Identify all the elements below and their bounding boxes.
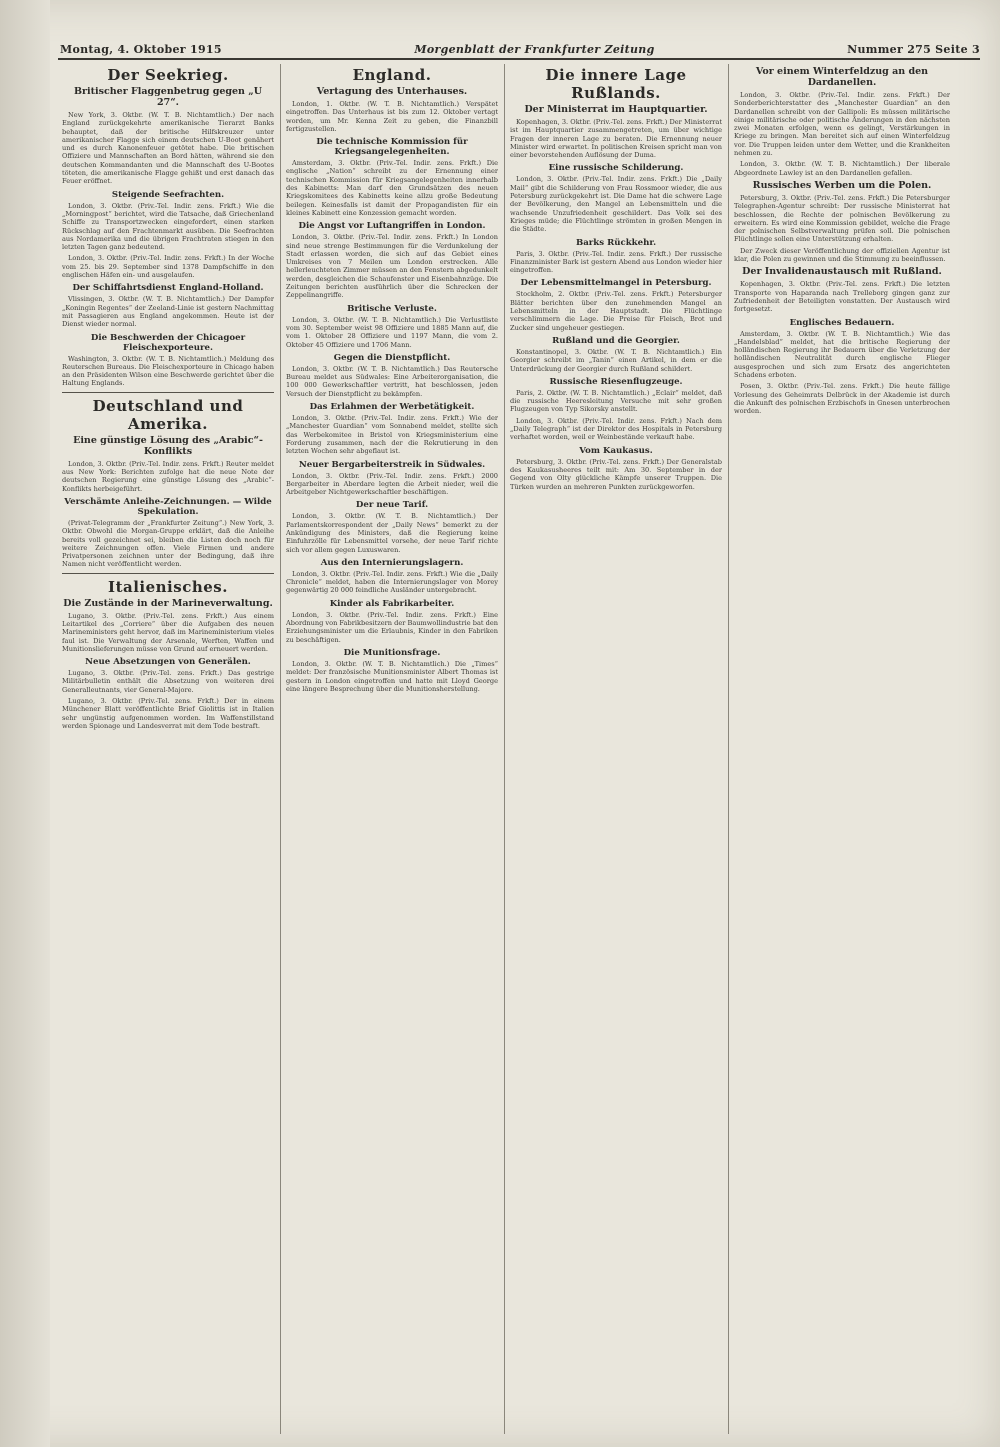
article-heading: Neue Absetzungen von Generälen. <box>85 657 251 668</box>
article-heading: Britischer Flaggenbetrug gegen „U 27“. <box>73 86 263 108</box>
page-edge <box>0 0 50 1447</box>
article-heading: Steigende Seefrachten. <box>111 189 225 200</box>
article-heading: Gegen die Dienstpflicht. <box>333 352 451 363</box>
article-text: Washington, 3. Oktbr. (W. T. B. Nichtamtlich.) Meldung des Reuterschen Bureaus. Die Fleischexporteure in Chicago haben an den Präsidenten Wilson eine Beschwerde gerichtet über die Haltung Englands. <box>62 354 274 388</box>
masthead-paper-name: Morgenblatt der Frankfurter Zeitung <box>414 42 655 56</box>
article-text: London, 3. Oktbr. (Priv.-Tel. Indir. zens. Frkft.) Die „Daily Mail“ gibt die Schilderung von Frau Rossmoor wieder, die aus Petersburg zurückgekehrt ist. Die Dame hat die schwere Lage der Bevölkerung, den Mangel an Lebensmitteln und die wachsende Unzufriedenheit geschildert. Das Volk sei des Krieges müde; die Flüchtlinge strömten in großen Mengen in die Städte. <box>510 175 722 234</box>
article-heading: Die Zustände in der Marineverwaltung. <box>63 597 273 609</box>
article-text: Lugano, 3. Oktbr. (Priv.-Tel. zens. Frkft.) Das gestrige Militärbulletin enthält die Absetzung von weiteren drei Generalleutnants, vier General-Majore. <box>62 669 274 694</box>
article-heading: Vertagung des Unterhauses. <box>316 86 468 97</box>
article-heading: Der Schiffahrtsdienst England-Holland. <box>72 283 264 294</box>
article-heading: Die Angst vor Luftangriffen in London. <box>298 221 486 232</box>
article-heading: Aus den Internierungslagern. <box>320 557 464 568</box>
article-text: Petersburg, 3. Oktbr. (Priv.-Tel. zens. Frkft.) Die Petersburger Telegraphen-Agentur schreibt: Der russische Ministerrat hat beschlossen, die Rechte der polnischen Bevölkerung zu erweitern. Es wird eine Kommission gebildet, welche die Frage der polnischen Selbstverwaltung prüfen soll. Die polnischen Flüchtlinge sollen eine Unterstützung erhalten. <box>734 193 950 244</box>
article-text: Der Zweck dieser Veröffentlichung der offiziellen Agentur ist klar, die Polen zu gewinnen und die Stimmung zu beeinflussen. <box>734 246 950 264</box>
article-heading: Englisches Bedauern. <box>789 317 895 328</box>
article-text: London, 3. Oktbr. (Priv.-Tel. Indir. zens. Frkft.) Wie die „Morningpost“ berichtet, wird die Tatsache, daß Griechenland Schiffe zu Transportzwecken eingefordert, einen starken Rückschlag auf den Frachtenmarkt ausüben. Die Seefrachten aus Nordamerika und die übrigen Frachtraten stiegen in den letzten Tagen ganz bedeutend. <box>62 201 274 252</box>
article-heading: Die technische Kommission für Kriegsangelegenheiten. <box>316 137 468 158</box>
article-heading: Der Ministerrat im Hauptquartier. <box>524 104 708 115</box>
article-text: London, 3. Oktbr. (Priv.-Tel. Indir. zens. Frkft.) Nach dem „Daily Telegraph“ ist der Direktor des Hospitals in Petersburg verhaftet worden, weil er Weinbestände verkauft habe. <box>510 416 722 442</box>
article-text: London, 3. Oktbr. (Priv.-Tel. Indir. zens. Frkft.) In der Woche vom 25. bis 29. September sind 1378 Dampfschiffe in den englischen Häfen ein- und ausgelaufen. <box>62 254 274 280</box>
article-text: London, 3. Oktbr. (Priv.-Tel. Indir. zens. Frkft.) Reuter meldet aus New York: Berichten zufolge hat die neue Note der deutschen Regierung eine günstige Lösung des „Arabic“-Konflikts herbeigeführt. <box>62 459 274 493</box>
article-text: London, 3. Oktbr. (W. T. B. Nichtamtlich.) Das Reutersche Bureau meldet aus Südwales: Eine Arbeiterorganisation, die 100 000 Gewerkschaftler vertritt, hat beschlossen, jeden Versuch der Dienstpflicht zu bekämpfen. <box>286 364 498 398</box>
section-heading: Der Seekrieg. <box>107 66 229 84</box>
section-heading: England. <box>352 66 432 84</box>
article-heading: Der neue Tarif. <box>355 500 429 511</box>
section-heading: Die innere Lage Rußlands. <box>545 66 687 102</box>
divider <box>62 573 274 574</box>
article-text: London, 3. Oktbr. (W. T. B. Nichtamtlich.) Die „Times“ meldet: Der französische Munitionsminister Albert Thomas ist gestern in London eingetroffen und hatte mit Lloyd George eine längere Besprechung über die Munitionsherstellung. <box>286 659 498 693</box>
article-text: Vlissingen, 3. Oktbr. (W. T. B. Nichtamtlich.) Der Dampfer „Koningin Regentes“ der Zeeland-Linie ist gestern Nachmittag mit Passagieren aus England angekommen. Heute ist der Dienst wieder normal. <box>62 295 274 329</box>
masthead-page-number: Nummer 275 Seite 3 <box>847 42 980 56</box>
article-text: London, 1. Oktbr. (W. T. B. Nichtamtlich.) Verspätet eingetroffen. Das Unterhaus ist bis zum 12. Oktober vertagt worden, um Mr. Kenna Zeit zu geben, die Finanzbill fertigzustellen. <box>286 100 498 133</box>
column-3 <box>510 64 722 1434</box>
column-separator <box>280 64 281 1434</box>
column-separator <box>728 64 729 1434</box>
article-heading: Neuer Bergarbeiterstreik in Südwales. <box>298 459 486 470</box>
column-separator <box>504 64 505 1434</box>
article-text: Kopenhagen, 3. Oktbr. (Priv.-Tel. zens. Frkft.) Der Ministerrat ist im Hauptquartier zusammengetreten, um über wichtige Fragen der inneren Lage zu beraten. Die Ernennung neuer Minister wird erwartet. In politischen Kreisen spricht man von einer bevorstehenden Auflösung der Duma. <box>510 118 722 160</box>
masthead <box>60 40 980 58</box>
article-heading: Vor einem Winterfeldzug an den Dardanellen. <box>755 66 929 88</box>
article-text: London, 3. Oktbr. (Priv.-Tel. Indir. zens. Frkft.) 2000 Bergarbeiter in Aberdare legten die Arbeit nieder, weil die Arbeitgeber Nichtgewerkschaftler beschäftigen. <box>286 471 498 497</box>
divider <box>62 392 274 393</box>
article-text: Paris, 2. Oktbr. (W. T. B. Nichtamtlich.) „Eclair“ meldet, daß die russische Heeresleitung Versuche mit sehr großen Flugzeugen von Typ Sikorsky anstellt. <box>510 388 722 414</box>
article-heading: Eine russische Schilderung. <box>548 163 684 174</box>
article-text: London, 3. Oktbr. (Priv.-Tel. Indir. zens. Frkft.) Der Sonderberichterstatter des „Manchester Guardian“ an den Dardanellen schreibt von der Gallipoli: Es müssen militärische einige militärische oder politische Änderungen in den nächsten zwei Monaten erfolgen, wenn es gelingt, Verstärkungen in Kriege zu bringen. Man bereitet sich auf einen Winterfeldzug vor. Die Truppen leiden unter dem Wetter, und die Krankheiten nehmen zu. <box>734 91 950 158</box>
column-1 <box>62 64 274 1434</box>
article-heading: Kinder als Fabrikarbeiter. <box>329 598 455 609</box>
article-heading: Das Erlahmen der Werbetätigkeit. <box>309 402 475 413</box>
article-text: Konstantinopel, 3. Oktbr. (W. T. B. Nichtamtlich.) Ein Georgier schreibt im „Tanin“ einen Artikel, in dem er die Unterdrückung der Georgier durch Rußland schildert. <box>510 347 722 373</box>
masthead-rule <box>58 58 980 60</box>
article-text: Kopenhagen, 3. Oktbr. (Priv.-Tel. zens. Frkft.) Die letzten Transporte von Haparanda nach Trelleborg gingen ganz zur Zufriedenheit der Beteiligten vonstatten. Der Austausch wird fortgesetzt. <box>734 280 950 314</box>
column-4 <box>734 64 950 1434</box>
masthead-date: Montag, 4. Oktober 1915 <box>60 42 222 56</box>
article-heading: Britische Verluste. <box>347 303 437 314</box>
article-text: London, 3. Oktbr. (W. T. B. Nichtamtlich.) Die Verlustliste vom 30. September weist 98 Offiziere und 1885 Mann auf, die vom 1. Oktober 28 Offiziere und 1197 Mann, die vom 2. Oktober 45 Offiziere und 1706 Mann. <box>286 315 498 349</box>
article-text: London, 3. Oktbr. (W. T. B. Nichtamtlich.) Der Parlamentskorrespondent der „Daily News“ bemerkt zu der Ankündigung des Ministers, daß die Regierung keine Einfuhrzölle für Lebensmittel vorsehe, der neue Tarif richte sich vor allem gegen Luxuswaren. <box>286 512 498 554</box>
article-text: Stockholm, 2. Oktbr. (Priv.-Tel. zens. Frkft.) Petersburger Blätter berichten über den zunehmenden Mangel an Lebensmitteln in der Hauptstadt. Die Flüchtlinge verschlimmern die Lage. Die Preise für Fleisch, Brot und Zucker sind ungeheuer gestiegen. <box>510 290 722 332</box>
article-text: Posen, 3. Oktbr. (Priv.-Tel. zens. Frkft.) Die heute fällige Vorlesung des Geheimrats Delbrück in der Akademie ist durch die Ankunft des polnischen Erzbischofs in Gnesen unterbrochen worden. <box>734 382 950 416</box>
article-text: Lugano, 3. Oktbr. (Priv.-Tel. zens. Frkft.) Der in einem Münchener Blatt veröffentlichte Brief Giolittis ist in Italien sehr ungünstig aufgenommen worden. Im Waffenstillstand werden Spionage und Landesverrat mit dem Tode bestraft. <box>62 697 274 730</box>
article-heading: Verschämte Anleihe-Zeichnungen. — Wilde Spekulation. <box>64 496 272 517</box>
section-heading: Italienisches. <box>108 577 228 596</box>
article-text: (Privat-Telegramm der „Frankfurter Zeitung“.) New York, 3. Oktbr. Obwohl die Morgan-Gruppe erklärt, daß die Anleihe bereits voll gezeichnet sei, bleiben die Listen doch noch für weitere Zeichnungen offen. Viele Firmen und andere Privatpersonen zeichnen unter der Bedingung, daß ihre Namen nicht veröffentlicht werden. <box>62 518 274 569</box>
article-heading: Russische Riesenflugzeuge. <box>549 376 683 387</box>
article-text: Paris, 3. Oktbr. (Priv.-Tel. Indir. zens. Frkft.) Der russische Finanzminister Bark ist gestern Abend aus London wieder hier eingetroffen. <box>510 249 722 275</box>
article-heading: Russisches Werben um die Polen. <box>752 179 932 191</box>
article-text: Petersburg, 3. Oktbr. (Priv.-Tel. zens. Frkft.) Der Generalstab des Kaukasusheeres teilt mit: Am 30. September in der Gegend von Olty glückliche Kämpfe unserer Truppen. Die Türken wurden an mehreren Punkten zurückgeworfen. <box>510 457 722 491</box>
article-text: London, 3. Oktbr. (Priv.-Tel. Indir. zens. Frkft.) Wie die „Daily Chronicle“ meldet, haben die Internierungslager von Morey gegenwärtig 20 000 feindliche Ausländer untergebracht. <box>286 569 498 595</box>
article-text: London, 3. Oktbr. (Priv.-Tel. Indir. zens. Frkft.) Eine Abordnung von Fabrikbesitzern der Baumwollindustrie bat den Erziehungsminister um die Erlaubnis, Kinder in den Fabriken zu beschäftigen. <box>286 610 498 644</box>
article-text: Amsterdam, 3. Oktbr. (W. T. B. Nichtamtlich.) Wie das „Handelsblad“ meldet, hat die britische Regierung der holländischen Regierung ihr Bedauern über die Verletzung der holländischen Neutralität durch englische Flieger ausgesprochen und sich zum Ersatz des angerichteten Schadens erboten. <box>734 329 950 380</box>
article-heading: Rußland und die Georgier. <box>552 335 680 346</box>
article-heading: Die Beschwerden der Chicagoer Fleischexporteure. <box>90 332 246 353</box>
article-heading: Der Lebensmittelmangel in Petersburg. <box>520 278 712 289</box>
article-heading: Barks Rückkehr. <box>575 237 657 248</box>
article-heading: Vom Kaukasus. <box>579 445 653 456</box>
article-heading: Der Invalidenaustausch mit Rußland. <box>742 266 942 278</box>
section-heading: Deutschland und Amerika. <box>92 396 244 433</box>
article-text: Lugano, 3. Oktbr. (Priv.-Tel. zens. Frkft.) Aus einem Leitartikel des „Corriere“ über die Aufgaben des neuen Marineministers geht hervor, daß im Marineministerium vieles faul ist. Die Verwaltung der Arsenale, Werften, Waffen und Munitionslieferungen müsse von Grund auf erneuert werden. <box>62 611 274 653</box>
article-text: Amsterdam, 3. Oktbr. (Priv.-Tel. Indir. zens. Frkft.) Die englische „Nation“ schreibt zu der Ernennung einer technischen Kommission für Kriegsangelegenheiten innerhalb des Kabinetts: Man darf den Grundsätzen des neuen Kriegskomitees des Kabinetts keine allzu große Bedeutung beilegen. Keinesfalls ist damit der Propagandisten für ein kleines Kabinett eine Konzession gemacht worden. <box>286 159 498 217</box>
article-text: London, 3. Oktbr. (W. T. B. Nichtamtlich.) Der liberale Abgeordnete Lawley ist an den Dardanellen gefallen. <box>734 160 950 177</box>
article-heading: Die Munitionsfrage. <box>343 647 441 658</box>
article-text: London, 3. Oktbr. (Priv.-Tel. Indir. zens. Frkft.) Wie der „Manchester Guardian“ vom Sonnabend meldet, stellte sich das Werbekomitee in Bristol von Kriegsministerium eine Forderung zusammen, nach der die Rekrutierung in den letzten Wochen sehr abgeflaut ist. <box>286 414 498 456</box>
article-text: London, 3. Oktbr. (Priv.-Tel. Indir. zens. Frkft.) In London sind neue strenge Bestimmungen für die Verdunkelung der Stadt erlassen worden, die sich auf das Gebiet eines Umkreises von 7 Meilen um London erstrecken. Alle hellerleuchteten Zimmer müssen an den Fenstern abgedunkelt werden, desgleichen die Schaufenster und Eisenbahnzüge. Die Zeitungen berichten ausführlich über die Schrecken der Zeppelinangriffe. <box>286 233 498 300</box>
article-text: New York, 3. Oktbr. (W. T. B. Nichtamtlich.) Der nach England zurückgekehrte amerikanische Tierarzt Banks behauptet, daß der britische Hilfskreuzer unter amerikanischer Flagge sich einem deutschen U-Boot genähert und es durch Kanonenfeuer getötet habe. Die britischen Offiziere und Mannschaften an Bord hätten, während sie den deutschen Kommandanten und die Mannschaft des U-Bootes töteten, die amerikanische Flagge gehißt und erst danach das Feuer eröffnet. <box>62 111 274 186</box>
column-2 <box>286 64 498 1434</box>
article-heading: Eine günstige Lösung des „Arabic“-Konflikts <box>73 434 263 457</box>
